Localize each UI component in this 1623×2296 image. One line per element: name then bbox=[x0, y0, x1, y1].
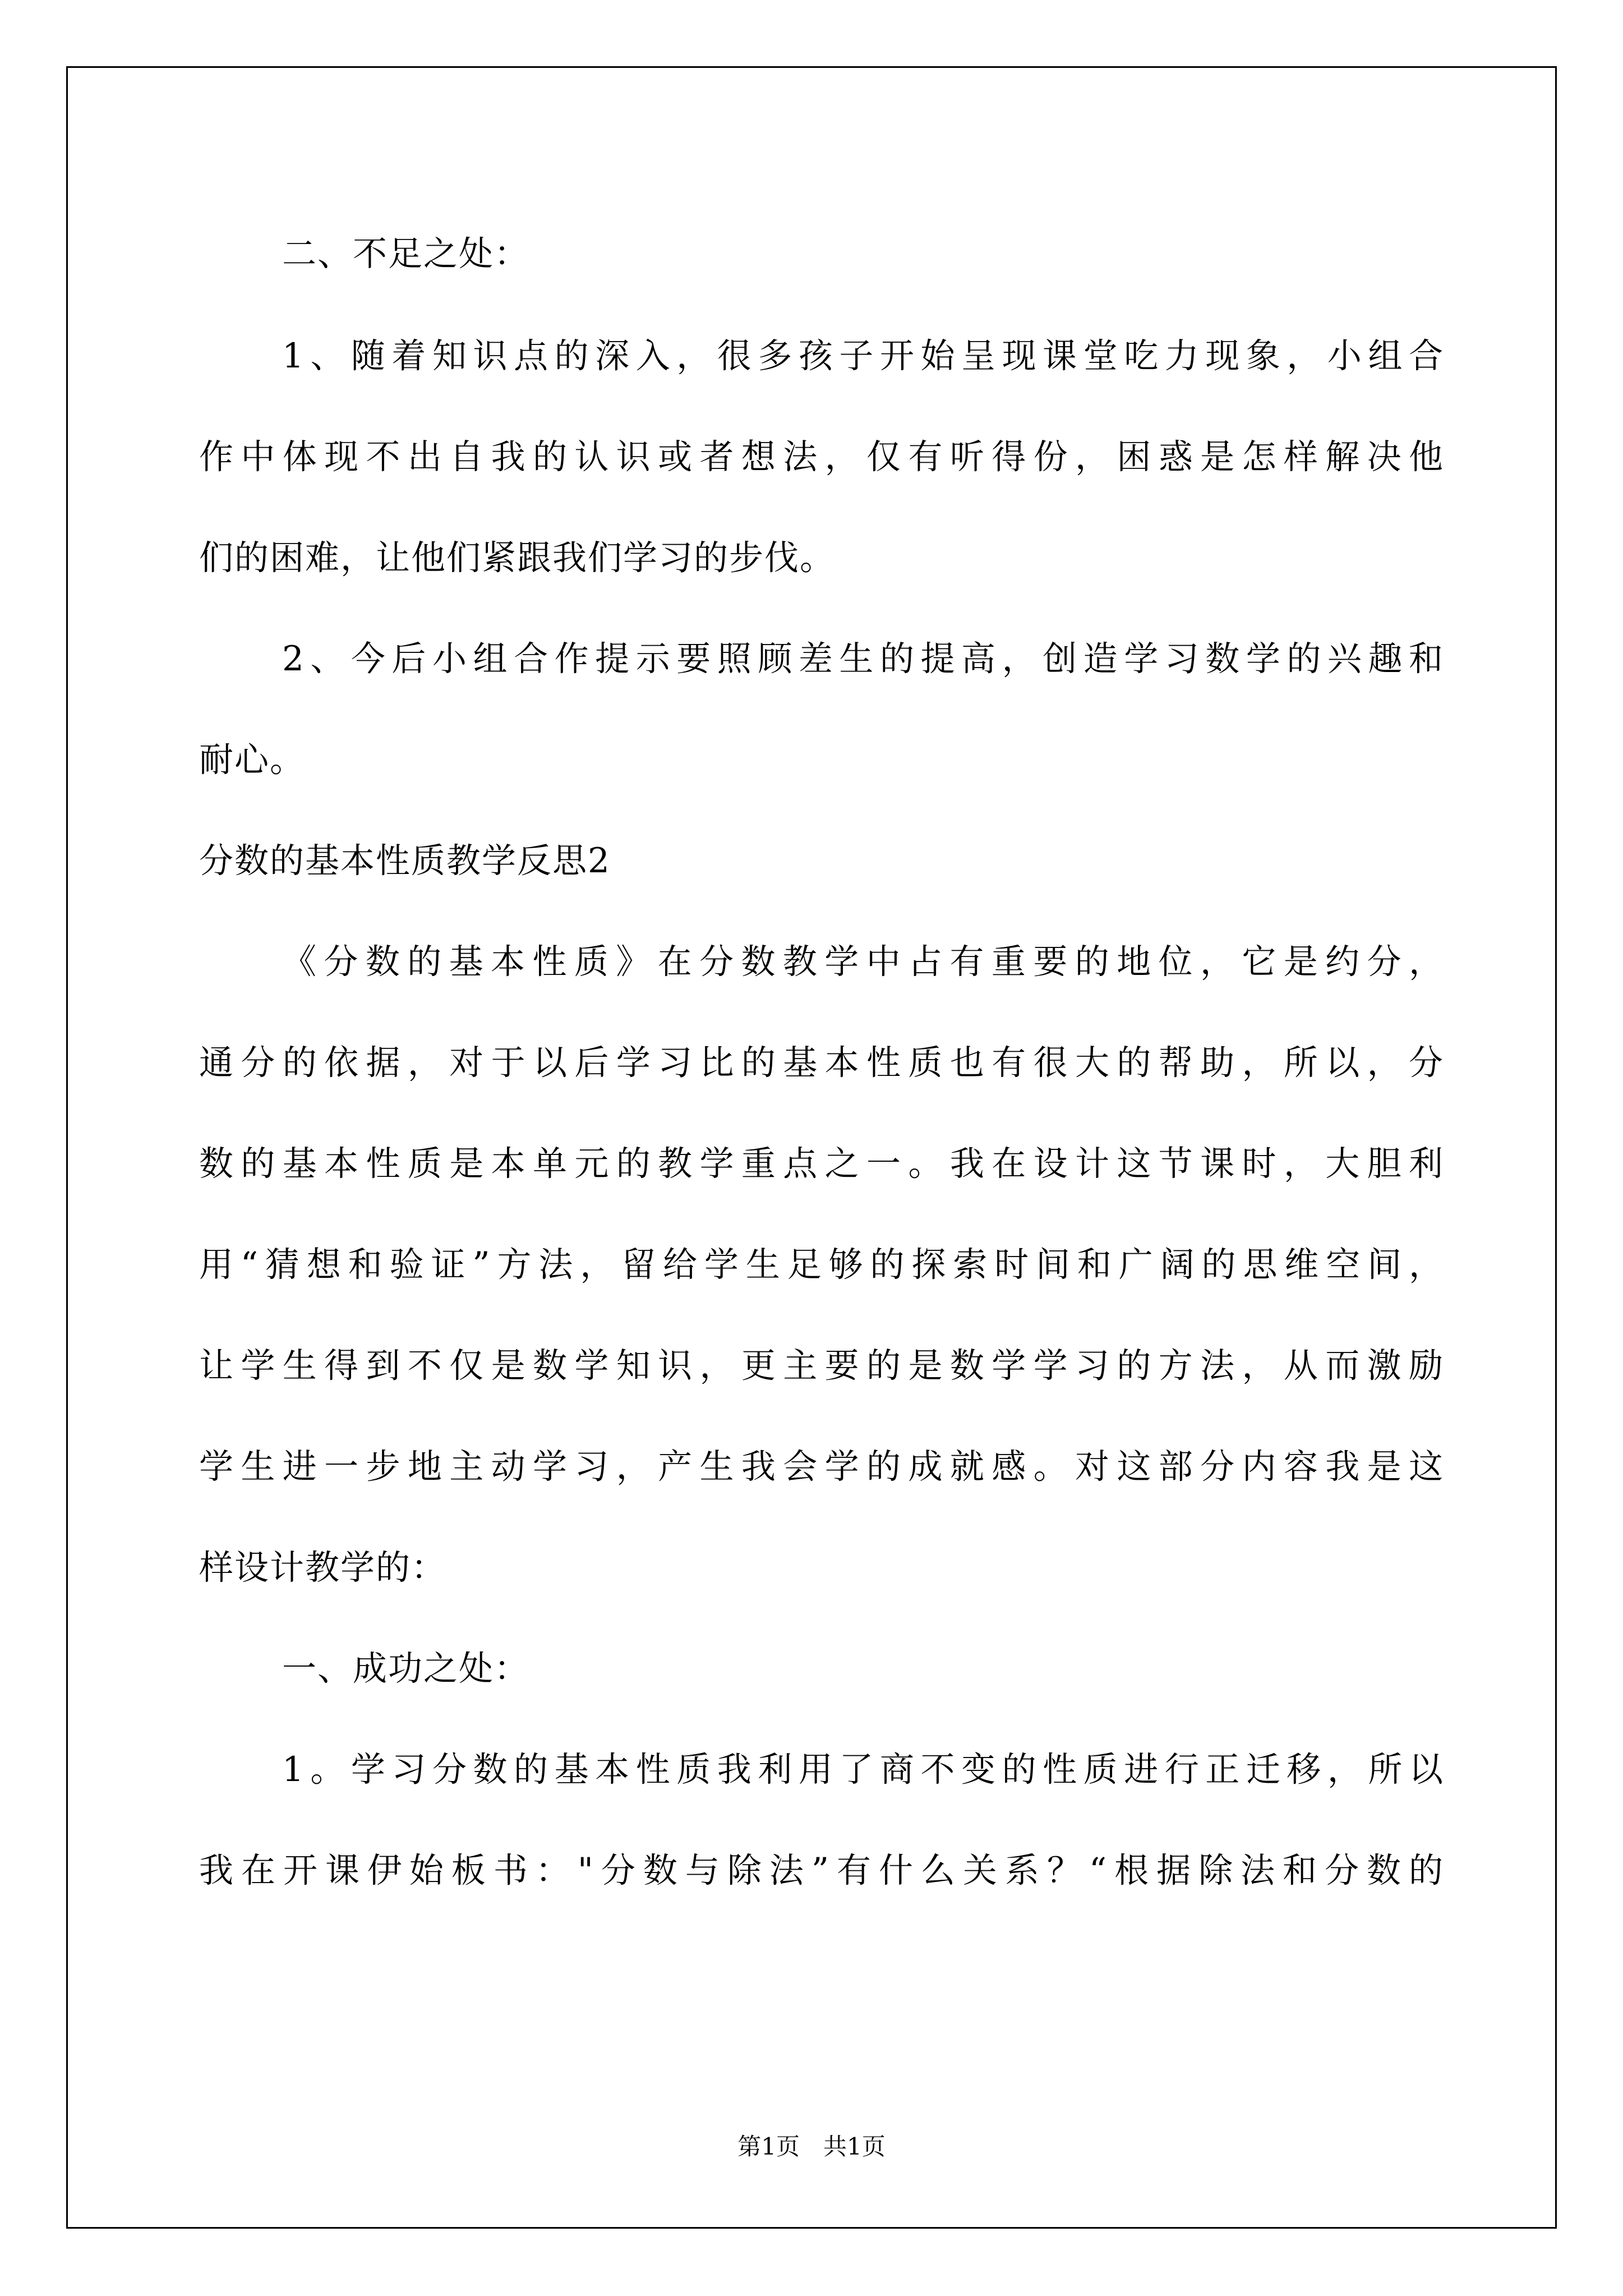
paragraph-line: 学生进一步地主动学习，产生我会学的成就感。对这部分内容我是这 bbox=[199, 1447, 1444, 1487]
paragraph-line: 数的基本性质是本单元的教学重点之一。我在设计这节课时，大胆利 bbox=[199, 1144, 1444, 1184]
paragraph-line: 我在开课伊始板书："分数与除法”有什么关系？“根据除法和分数的 bbox=[199, 1851, 1444, 1890]
paragraph-line: 1。学习分数的基本性质我利用了商不变的性质进行正迁移，所以 bbox=[282, 1750, 1444, 1789]
paragraph-line: 《分数的基本性质》在分数教学中占有重要的地位，它是约分， bbox=[282, 942, 1444, 982]
paragraph-line: 让学生得到不仅是数学知识，更主要的是数学学习的方法，从而激励 bbox=[199, 1346, 1444, 1386]
paragraph-line: 们的困难，让他们紧跟我们学习的步伐。 bbox=[199, 538, 836, 578]
paragraph-line: 1、随着知识点的深入，很多孩子开始呈现课堂吃力现象，小组合 bbox=[282, 336, 1444, 376]
paragraph-line: 作中体现不出自我的认识或者想法，仅有听得份，困惑是怎样解决他 bbox=[199, 437, 1444, 477]
page-footer: 第1页 共1页 bbox=[737, 2133, 886, 2160]
section-heading-successes: 一、成功之处： bbox=[282, 1649, 530, 1688]
paragraph-line: 样设计教学的： bbox=[199, 1548, 447, 1588]
paragraph-line: 用“猜想和验证”方法，留给学生足够的探索时间和广阔的思维空间， bbox=[199, 1245, 1444, 1285]
paragraph-line: 2、今后小组合作提示要照顾差生的提高，创造学习数学的兴趣和 bbox=[282, 639, 1444, 679]
paragraph-line: 通分的依据，对于以后学习比的基本性质也有很大的帮助，所以，分 bbox=[199, 1043, 1444, 1083]
paragraph-line: 耐心。 bbox=[199, 740, 306, 780]
section-heading-shortcomings: 二、不足之处： bbox=[282, 234, 530, 274]
article-title: 分数的基本性质教学反思2 bbox=[199, 841, 611, 881]
